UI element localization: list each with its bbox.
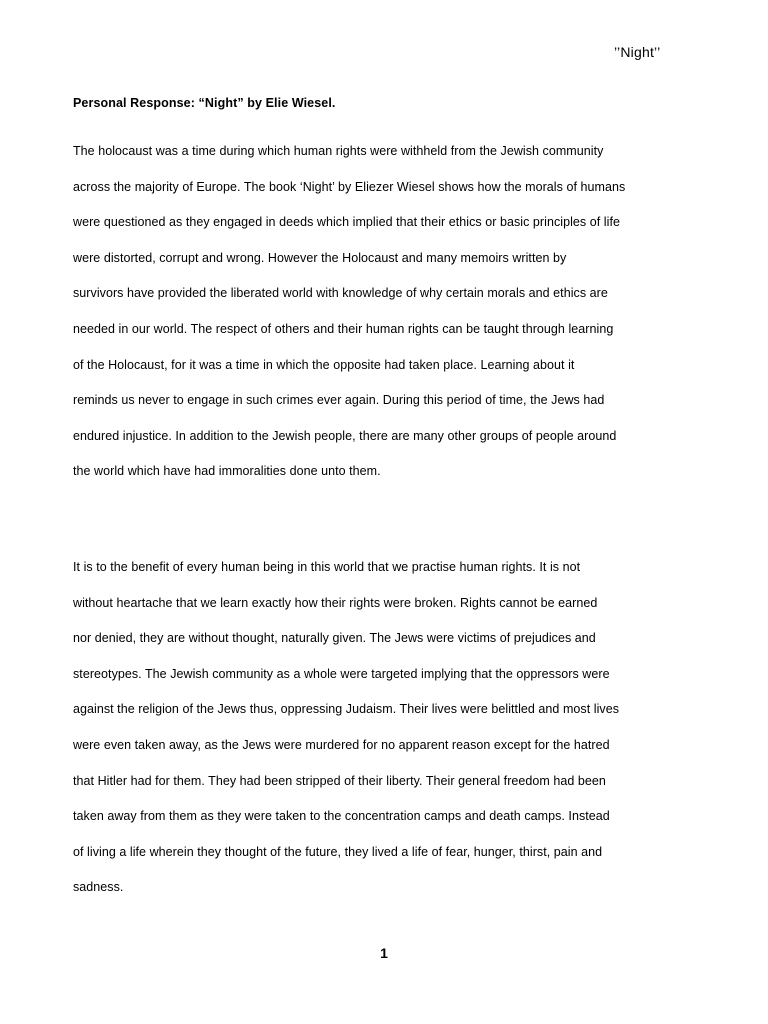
paragraph-line: survivors have provided the liberated world with knowledge of why certain morals and ethics are <box>73 286 608 301</box>
paragraph-line: of living a life wherein they thought of the future, they lived a life of fear, hunger, thirst, pain and <box>73 844 603 859</box>
paragraph-line: sadness. <box>73 880 124 895</box>
paragraph-2 <box>73 560 713 916</box>
running-header-title: ’’Night’’ <box>614 44 661 60</box>
paragraph-line: the world which have had immoralities done unto them. <box>73 464 381 479</box>
paragraph-line: without heartache that we learn exactly how their rights were broken. Rights cannot be earned <box>73 595 598 610</box>
paragraph-1 <box>73 144 713 500</box>
paragraph-line: The holocaust was a time during which human rights were withheld from the Jewish community <box>73 144 604 158</box>
paragraph-line: nor denied, they are without thought, naturally given. The Jews were victims of prejudices and <box>73 631 596 646</box>
page-number: 1 <box>380 945 388 961</box>
paragraph-line: were distorted, corrupt and wrong. However the Holocaust and many memoirs written by <box>73 250 567 265</box>
paragraph-line: stereotypes. The Jewish community as a whole were targeted implying that the oppressors were <box>73 666 610 681</box>
paragraph-line: were questioned as they engaged in deeds which implied that their ethics or basic principles of life <box>73 215 620 230</box>
paragraph-line: that Hitler had for them. They had been stripped of their liberty. Their general freedom had been <box>73 773 606 788</box>
paragraph-line: It is to the benefit of every human being in this world that we practise human rights. It is not <box>73 560 581 574</box>
paragraph-line: against the religion of the Jews thus, oppressing Judaism. Their lives were belittled and most lives <box>73 702 620 717</box>
paragraph-line: were even taken away, as the Jews were murdered for no apparent reason except for the hatred <box>73 737 610 752</box>
paragraph-line: needed in our world. The respect of others and their human rights can be taught through learning <box>73 321 614 336</box>
paragraph-line: taken away from them as they were taken to the concentration camps and death camps. Instead <box>73 809 610 824</box>
document-title: Personal Response: “Night” by Elie Wiesel. <box>73 96 336 110</box>
paragraph-line: reminds us never to engage in such crimes ever again. During this period of time, the Jews had <box>73 393 605 408</box>
paragraph-line: across the majority of Europe. The book ‘Night’ by Eliezer Wiesel shows how the morals of humans <box>73 179 626 194</box>
paragraph-line: of the Holocaust, for it was a time in which the opposite had taken place. Learning about it <box>73 357 575 372</box>
paragraph-line: endured injustice. In addition to the Jewish people, there are many other groups of people around <box>73 428 617 443</box>
